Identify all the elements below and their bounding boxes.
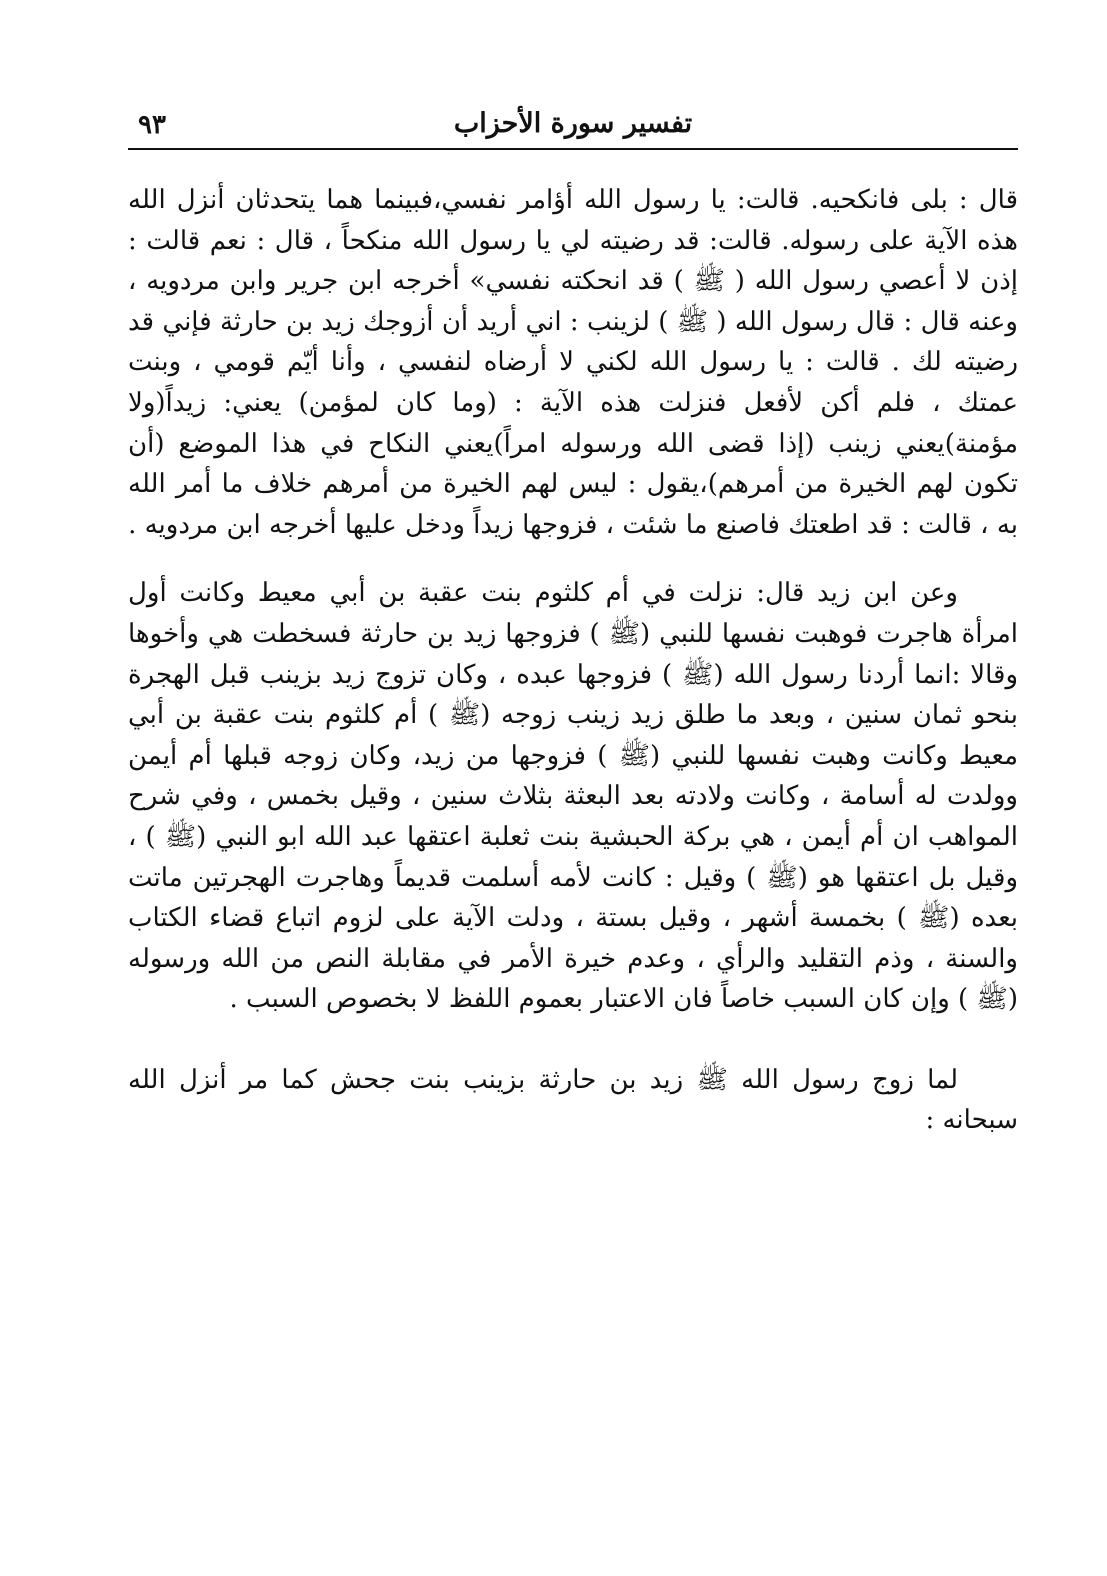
body-text xyxy=(128,180,1018,1141)
paragraph-spacer xyxy=(128,545,1018,573)
paragraph-1: قال : بلى فانكحيه. قالت: يا رسول الله أؤامر نفسي،فبينما هما يتحدثان أنزل الله هذه الآية على رسوله. قالت: قد رضيته لي يا رسول الله منكحاً ، قال : نعم قالت : إذن لا أعصي رسول الله ( ﷺ ) قد انحكته نفسي» أخرجه ابن جرير وابن مردويه ، وعنه قال : قال رسول الله ( ﷺ ) لزينب : اني أريد أن أزوجك زيد بن حارثة فإني قد رضيته لك . قالت : يا رسول الله لكني لا أرضاه لنفسي ، وأنا أيّم قومي ، وبنت عمتك ، فلم أكن لأفعل فنزلت هذه الآية : (وما كان لمؤمن) يعني: زيداً(ولا مؤمنة)يعني زينب (إذا قضى الله ورسوله امراً)يعني النكاح في هذا الموضع (أن تكون لهم الخيرة من أمرهم)،يقول : ليس لهم الخيرة من أمرهم خلاف ما أمر الله به ، قالت : قد اطعتك فاصنع ما شئت ، فزوجها زيداً ودخل عليها أخرجه ابن مردويه . xyxy=(128,185,1018,540)
running-title: تفسير سورة الأحزاب xyxy=(453,108,693,139)
paragraph-3: لما زوج رسول الله ﷺ زيد بن حارثة بزينب بنت جحش كما مر أنزل الله سبحانه : xyxy=(128,1064,1018,1136)
paragraph-2: وعن ابن زيد قال: نزلت في أم كلثوم بنت عقبة بن أبي معيط وكانت أول امرأة هاجرت فوهبت نفسها للنبي (ﷺ ) فزوجها زيد بن حارثة فسخطت هي وأخوها وقالا :انما أردنا رسول الله (ﷺ ) فزوجها عبده ، وكان تزوج زيد بزينب قبل الهجرة بنحو ثمان سنين ، وبعد ما طلق زيد زينب زوجه (ﷺ ) أم كلثوم بنت عقبة بن أبي معيط وكانت وهبت نفسها للنبي (ﷺ ) فزوجها من زيد، وكان زوجه قبلها أم أيمن وولدت له أسامة ، وكانت ولادته بعد البعثة بثلاث سنين ، وقيل بخمس ، وفي شرح المواهب ان أم أيمن ، هي بركة الحبشية بنت ثعلبة اعتقها عبد الله ابو النبي (ﷺ ) ، وقيل بل اعتقها هو (ﷺ ) وقيل : كانت لأمه أسلمت قديماً وهاجرت الهجرتين ماتت بعده (ﷺ ) بخمسة أشهر ، وقيل بستة ، ودلت الآية على لزوم اتباع قضاء الكتاب والسنة ، وذم التقليد والرأي ، وعدم خيرة الأمر في مقابلة النص من الله ورسوله (ﷺ ) وإن كان السبب خاصاً فان الاعتبار بعموم اللفظ لا بخصوص السبب . xyxy=(128,578,1018,1015)
page-number: ٩٣ xyxy=(138,110,166,140)
page-header xyxy=(128,104,1018,150)
paragraph-spacer xyxy=(128,1020,1018,1060)
